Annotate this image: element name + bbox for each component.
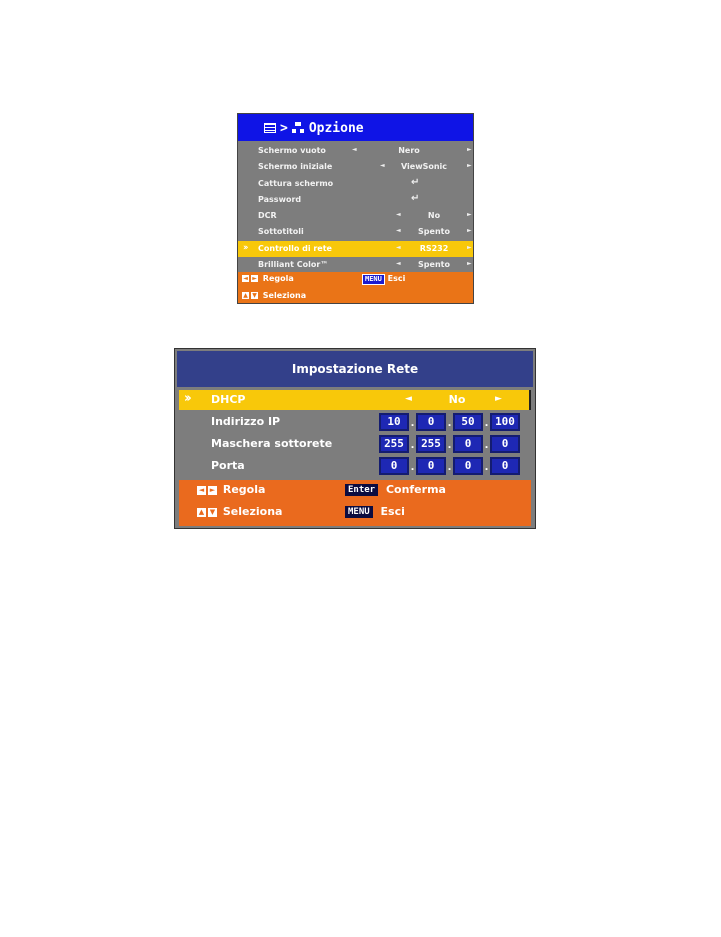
confirm-hint: Conferma	[385, 483, 446, 496]
menu-key-badge: MENU	[345, 506, 373, 518]
menu-item-label: DCR	[258, 211, 277, 221]
dhcp-value: No	[448, 393, 466, 406]
octet-separator: .	[447, 418, 452, 429]
left-key-icon: ◄	[243, 275, 248, 282]
gateway-field[interactable]	[379, 457, 520, 479]
down-key-icon: ▼	[209, 507, 216, 516]
subnet-mask-row[interactable]	[179, 434, 531, 454]
octet-separator: .	[410, 462, 415, 473]
menu-item-schermo-iniziale[interactable]	[238, 159, 473, 175]
exit-hint: Esci	[387, 274, 406, 283]
menu-item-label: Cattura schermo	[258, 178, 334, 188]
mask-octet[interactable]: 255	[379, 435, 409, 453]
right-arrow-icon[interactable]: ►	[495, 394, 502, 404]
selection-chevron-icon: ››	[243, 242, 247, 253]
octet-separator: .	[447, 462, 452, 473]
selection-chevron-icon: ››	[184, 391, 189, 406]
left-arrow-icon[interactable]: ◄	[396, 243, 401, 251]
mask-octet[interactable]: 255	[416, 435, 446, 453]
enter-icon: ↵	[411, 192, 420, 204]
left-key-icon: ◄	[198, 485, 205, 494]
gateway-octet[interactable]: 0	[416, 457, 446, 475]
gateway-octet[interactable]: 0	[379, 457, 409, 475]
right-arrow-icon[interactable]: ►	[467, 260, 472, 268]
exit-hint: Esci	[380, 505, 405, 518]
network-settings-title: Impostazione Rete	[177, 351, 533, 387]
menu-item-value: No	[427, 211, 441, 221]
mask-octet[interactable]: 0	[453, 435, 483, 453]
menu-item-label: Schermo iniziale	[258, 162, 333, 172]
main-menu-icon	[264, 123, 276, 133]
octet-separator: .	[410, 440, 415, 451]
right-key-icon: ►	[209, 485, 216, 494]
octet-separator: .	[410, 418, 415, 429]
mask-octet[interactable]: 0	[490, 435, 520, 453]
right-arrow-icon[interactable]: ►	[467, 227, 472, 235]
menu-item-value: Nero	[398, 146, 420, 155]
menu-item-label: Password	[258, 194, 302, 204]
octet-separator: .	[447, 440, 452, 451]
menu-item-label: Controllo di rete	[258, 243, 332, 253]
adjust-hint: Regola	[222, 483, 266, 496]
down-key-icon: ▼	[252, 292, 257, 299]
ip-address-row[interactable]	[179, 412, 531, 432]
page-title: Opzione	[308, 120, 364, 136]
right-arrow-icon[interactable]: ►	[467, 243, 472, 251]
subnet-mask-field[interactable]	[379, 435, 520, 457]
network-settings-menu	[174, 348, 536, 529]
select-hint: Seleziona	[262, 291, 307, 300]
octet-separator: .	[484, 440, 489, 451]
left-arrow-icon[interactable]: ◄	[396, 260, 401, 268]
ip-address-label: Indirizzo IP	[211, 415, 281, 428]
menu-item-cattura-schermo[interactable]	[238, 176, 473, 192]
ip-octet[interactable]: 10	[379, 413, 409, 431]
menu-key-badge: MENU	[362, 274, 385, 285]
gateway-octet[interactable]: 0	[490, 457, 520, 475]
gateway-octet[interactable]: 0	[453, 457, 483, 475]
select-hint: Seleziona	[222, 505, 283, 518]
dhcp-row[interactable]	[179, 390, 531, 410]
options-footer	[238, 272, 473, 304]
network-footer	[179, 480, 531, 526]
breadcrumb-separator: >	[280, 120, 288, 136]
ip-octet[interactable]: 0	[416, 413, 446, 431]
options-menu	[237, 113, 474, 304]
left-arrow-icon[interactable]: ◄	[405, 394, 412, 404]
up-key-icon: ▲	[198, 507, 205, 516]
gateway-label: Porta	[211, 459, 245, 472]
right-key-icon: ►	[252, 275, 257, 282]
octet-separator: .	[484, 462, 489, 473]
gateway-row[interactable]	[179, 456, 531, 476]
right-arrow-icon[interactable]: ►	[467, 211, 472, 219]
menu-item-dcr[interactable]	[238, 208, 473, 224]
enter-icon: ↵	[411, 176, 420, 188]
right-arrow-icon[interactable]: ►	[467, 162, 472, 170]
menu-item-brilliant-color[interactable]	[238, 257, 473, 273]
adjust-hint: Regola	[262, 274, 294, 283]
menu-item-value: RS232	[419, 243, 449, 253]
left-arrow-icon[interactable]: ◄	[396, 227, 401, 235]
up-key-icon: ▲	[243, 292, 248, 299]
right-arrow-icon[interactable]: ►	[467, 146, 472, 153]
ip-address-field[interactable]	[379, 413, 520, 435]
menu-item-password[interactable]	[238, 192, 473, 208]
left-arrow-icon[interactable]: ◄	[380, 162, 385, 170]
options-title-bar	[238, 114, 473, 141]
left-arrow-icon[interactable]: ◄	[352, 146, 357, 153]
dhcp-label: DHCP	[211, 393, 246, 406]
menu-item-schermo-vuoto[interactable]	[238, 143, 473, 159]
subnet-mask-label: Maschera sottorete	[211, 437, 333, 450]
menu-item-label: Schermo vuoto	[258, 146, 326, 155]
menu-item-label: Brilliant Color™	[258, 260, 329, 270]
menu-item-sottotitoli[interactable]	[238, 224, 473, 240]
menu-item-value: Spento	[418, 227, 450, 237]
left-arrow-icon[interactable]: ◄	[396, 211, 401, 219]
ip-octet[interactable]: 50	[453, 413, 483, 431]
menu-item-value: Spento	[418, 260, 450, 270]
octet-separator: .	[484, 418, 489, 429]
menu-item-label: Sottotitoli	[258, 227, 304, 237]
ip-octet[interactable]: 100	[490, 413, 520, 431]
menu-item-controllo-di-rete[interactable]	[238, 241, 473, 257]
enter-key-badge: Enter	[345, 484, 378, 496]
menu-item-value: ViewSonic	[400, 162, 448, 172]
options-icon	[292, 122, 304, 134]
